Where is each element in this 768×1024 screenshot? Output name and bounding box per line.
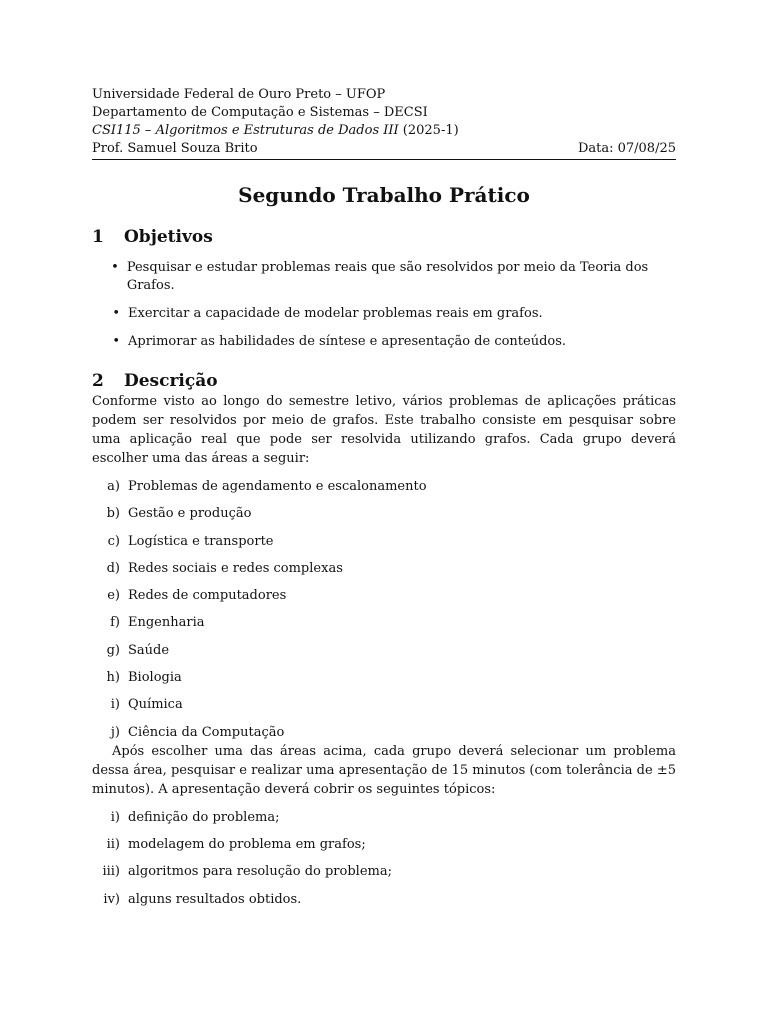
list-item-text: Saúde (128, 642, 170, 658)
list-item (92, 809, 676, 827)
university-name: Universidade Federal de Ouro Preto – UFOP (92, 87, 386, 102)
list-marker: h) (106, 670, 120, 686)
list-item-text: algoritmos para resolução do problema; (128, 864, 392, 880)
list-marker: f) (110, 615, 120, 631)
topics-list (92, 809, 676, 909)
list-item (92, 863, 676, 881)
list-item-text: Gestão e produção (128, 506, 252, 522)
bullet-icon: • (112, 334, 120, 349)
areas-list (92, 478, 676, 742)
list-item (92, 305, 676, 323)
section-title: Descrição (124, 371, 218, 391)
document-header (92, 86, 676, 160)
list-item-text: Aprimorar as habilidades de síntese e apresentação de conteúdos. (128, 334, 567, 349)
course-term: (2025-1) (398, 123, 459, 138)
list-item (92, 669, 676, 687)
list-marker: d) (106, 560, 120, 576)
list-marker: j) (110, 724, 120, 740)
department-name: Departamento de Computação e Sistemas – DECSI (92, 105, 428, 120)
list-item-text: Logística e transporte (128, 533, 274, 549)
list-item (92, 587, 676, 605)
section-descricao-heading (92, 370, 676, 392)
list-item (92, 533, 676, 551)
list-marker: iii) (102, 864, 120, 880)
list-item-text: Química (128, 697, 183, 713)
section-number: 2 (92, 371, 104, 391)
document-page (92, 86, 676, 909)
list-item (92, 891, 676, 909)
list-item (92, 333, 676, 351)
document-title: Segundo Trabalho Prático (238, 183, 530, 207)
list-item (92, 560, 676, 578)
list-marker: c) (107, 533, 120, 549)
list-item-text: Biologia (128, 670, 182, 686)
course-code: CSI115 – Algoritmos e Estruturas de Dados III (92, 123, 399, 138)
list-item-text: Exercitar a capacidade de modelar problemas reais em grafos. (128, 306, 543, 321)
list-marker: i) (110, 809, 120, 825)
list-item-text: modelagem do problema em grafos; (128, 836, 366, 852)
bullet-icon: • (112, 306, 120, 321)
list-marker: e) (107, 588, 120, 604)
course-line (92, 122, 676, 140)
document-date: Data: 07/08/25 (577, 141, 676, 156)
list-marker: iv) (103, 891, 120, 907)
list-item (92, 642, 676, 660)
list-item (92, 836, 676, 854)
section-objetivos-heading (92, 226, 676, 248)
list-marker: ii) (106, 836, 120, 852)
list-marker: i) (110, 697, 120, 713)
list-item (92, 724, 676, 742)
list-item-text: Pesquisar e estudar problemas reais que são resolvidos por meio da Teoria dos Grafos. (126, 260, 649, 293)
professor-name: Prof. Samuel Souza Brito (92, 141, 258, 156)
section-title: Objetivos (124, 227, 213, 247)
section-number: 1 (92, 227, 104, 247)
objectives-list (92, 259, 676, 351)
list-marker: g) (106, 642, 120, 658)
list-item-text: Redes de computadores (128, 588, 287, 604)
professor-date-line (92, 140, 676, 160)
list-item (92, 259, 676, 295)
list-item-text: definição do problema; (128, 809, 280, 825)
list-item-text: Redes sociais e redes complexas (128, 560, 343, 576)
list-item-text: alguns resultados obtidos. (128, 891, 302, 907)
bullet-icon: • (111, 260, 119, 275)
list-marker: a) (107, 479, 120, 494)
list-marker: b) (106, 506, 120, 522)
list-item (92, 478, 676, 496)
description-paragraph: Conforme visto ao longo do semestre letivo, vários problemas de aplicações práticas podem ser resolvidos por meio de grafos. Este trabalho consiste em pesquisar sobre uma aplicação real que pode ser resolvida utilizando grafos. Cada grupo deverá escolher uma das áreas a seguir: (92, 394, 676, 466)
list-item (92, 614, 676, 632)
list-item (92, 696, 676, 714)
list-item-text: Engenharia (128, 615, 205, 631)
presentation-paragraph: Após escolher uma das áreas acima, cada grupo deverá selecionar um problema dessa área, pesquisar e realizar uma apresentação de 15 minutos (com tolerância de ±5 minutos). A apresentação deverá cobrir os seguintes tópicos: (92, 743, 676, 797)
list-item (92, 505, 676, 523)
list-item-text: Problemas de agendamento e escalonamento (128, 479, 427, 494)
list-item-text: Ciência da Computação (128, 724, 285, 740)
